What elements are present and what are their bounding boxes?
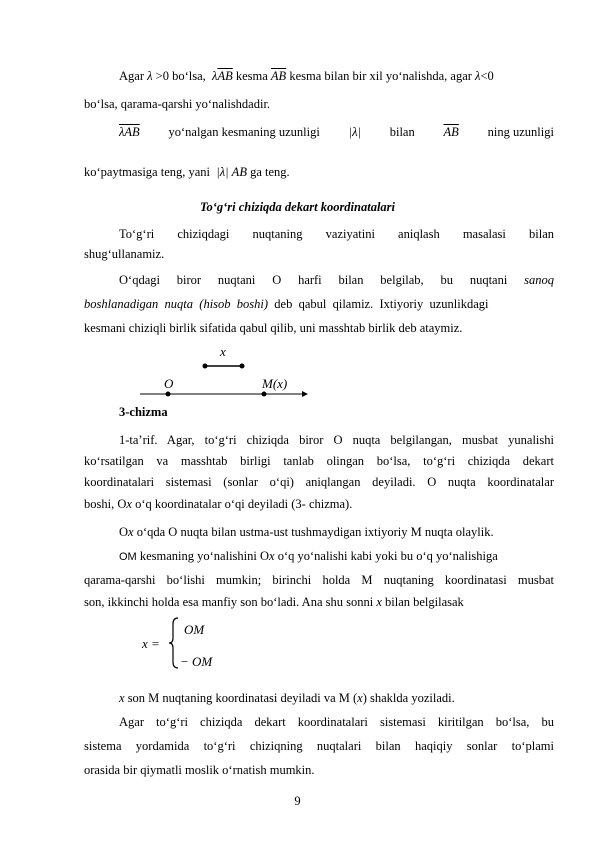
brace-icon [169,618,178,668]
text-line: To‘g‘ri chiziqdagi nuqtaning vaziyatini aniqlash masalasi bilan [119,227,554,241]
text-fragment: yo‘nalgan kesmaning uzunligi [168,125,320,139]
segment-label: x [220,344,226,359]
vector-ab: $\overline{AB}$ [443,125,459,139]
piecewise-formula [140,612,260,674]
unit-segment-end [240,364,245,369]
number-line-figure [130,342,330,402]
text-fragment: bilan [389,125,415,139]
axis-arrow-icon [302,391,308,397]
text-line: boshi, Ox o‘q koordinatalar o‘qi deyiladi (3- chizma). [84,497,353,511]
formula-case-negative: − OM [180,654,213,669]
text-fragment: ning uzunligi [487,125,554,139]
point-m [262,392,267,397]
text-line: bo‘lsa, qarama-qarshi yo‘nalishdadir. [84,97,271,111]
text-line: qarama-qarshi bo‘lishi mumkin; birinchi holda M nuqtaning koordinatasi musbat [84,573,554,587]
text-line: ko‘rsatilgan va masshtab birligi tanlab olingan bo‘lsa, to‘g‘ri chiziqda dekart [84,454,554,468]
text-line: 1-ta’rif. Agar, to‘g‘ri chiziqda biror O nuqta belgilangan, musbat yunalishi [119,433,554,447]
text-line: son, ikkinchi holda esa manfiy son bo‘ladi. Ana shu sonni x bilan belgilasak [84,595,464,609]
unit-segment-start [203,364,208,369]
para-lambda-positive [119,68,554,84]
abs-lambda: |λ| [348,125,361,139]
page-number: 9 [294,794,301,808]
figure-caption: 3-chizma [119,405,168,419]
text-line: x son M nuqtaning koordinatasi deyiladi va M (x) shaklda yoziladi. [119,691,455,705]
text-line: Agar to‘g‘ri chiziqda dekart koordinatalari sistemasi kiritilgan bo‘lsa, bu [119,715,554,729]
text-line: boshlanadigan nuqta (hisob boshi) deb qabul qilamiz. Ixtiyoriy uzunlikdagi [84,297,489,311]
text-line: Agar λ >0 bo‘lsa, $\lambda\overline{AB}$ kesma $\overline{AB}$ kesma bilan bir xil yo‘nalishda, agar λ<0 [119,69,494,83]
text-line: koordinatalari sistemasi (sonlar o‘qi) aniqlangan deyiladi. O nuqta koordinatalar [84,475,554,489]
text-line: sistema yordamida to‘g‘ri chiziqning nuqtalari bilan haqiqiy sonlar to‘plami [84,739,554,753]
origin-label: O [164,376,174,391]
text-line: shug‘ullanamiz. [84,247,165,261]
section-heading: To‘g‘ri chiziqda dekart koordinatalari [199,200,396,214]
text-line: ko‘paytmasiga teng, yani |λ| AB ga teng. [84,165,290,179]
text-line: orasida bir qiymatli moslik o‘rnatish mumkin. [84,763,315,777]
formula-case-positive: OM [184,622,205,637]
text-line: kesmani chiziqli birlik sifatida qabul qilib, uni masshtab birlik deb ataymiz. [84,321,463,335]
text-line: OM kesmaning yo‘nalishini Ox o‘q yo‘nalishi kabi yoki bu o‘q yo‘nalishiga [119,549,498,563]
formula-lhs: x = [142,636,160,651]
text-line: Ox o‘qda O nuqta bilan ustma-ust tushmaydigan ixtiyoriy M nuqta olaylik. [119,525,494,539]
vector-lambda-ab: $\overline{\lambda AB}$ [119,125,140,139]
para-length [119,124,554,140]
text-line: O‘qdagi biror nuqtani O harfi bilan belgilab, bu nuqtani sanoq [119,273,554,287]
origin-point [166,392,171,397]
point-m-label: M(x) [262,376,288,391]
